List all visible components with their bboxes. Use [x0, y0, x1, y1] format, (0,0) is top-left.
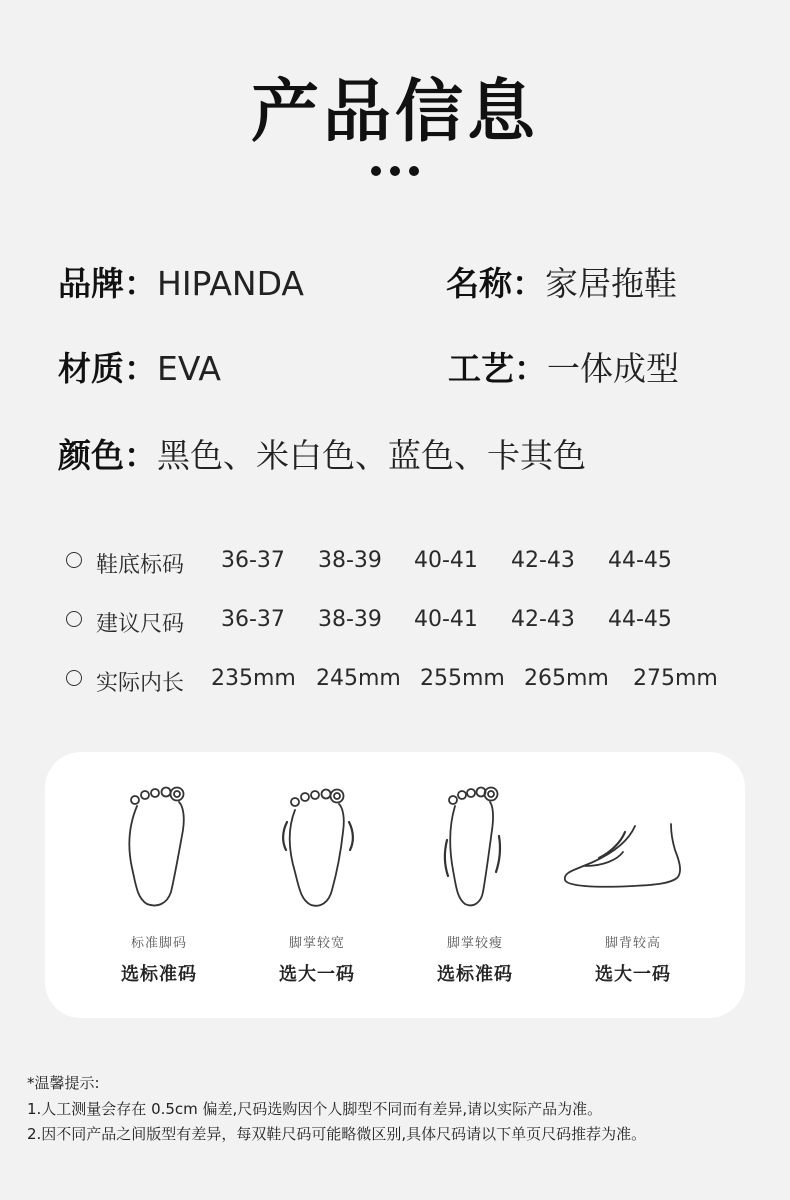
material-label: 材质： — [58, 349, 157, 388]
size-row-label: 鞋底标码 — [96, 553, 185, 578]
color-label: 颜色： — [58, 436, 157, 475]
foot-advice: 选大一码 — [595, 964, 671, 985]
size-cell: 40-41 — [414, 607, 478, 632]
brand-field — [58, 258, 304, 305]
page-title: 产品信息 — [250, 73, 539, 152]
size-cell: 265mm — [524, 666, 609, 691]
size-cell: 38-39 — [318, 548, 382, 573]
foot-guide-item — [395, 752, 555, 1018]
name-field — [446, 258, 677, 305]
color-value: 黑色、米白色、蓝色、卡其色 — [157, 436, 586, 475]
name-value: 家居拖鞋 — [545, 264, 677, 303]
size-row-label: 实际内长 — [96, 671, 185, 696]
size-cell: 245mm — [316, 666, 401, 691]
note-line-2: 2.因不同产品之间版型有差异，每双鞋尺码可能略微区别,具体尺码请以下单页尺码推荐为准。 — [27, 1125, 647, 1143]
size-cell: 235mm — [211, 666, 296, 691]
note-line-1: 1.人工测量会存在 0.5cm 偏差,尺码选购因个人脚型不同而有差异,请以实际产品为准。 — [27, 1100, 603, 1118]
foot-guide-item — [79, 752, 239, 1018]
size-cell: 36-37 — [221, 548, 285, 573]
material-field — [58, 343, 221, 390]
foot-caption: 脚背较高 — [604, 936, 661, 951]
bullet-circle-icon — [66, 552, 82, 568]
size-cell: 42-43 — [511, 548, 575, 573]
foot-caption: 脚掌较宽 — [288, 936, 345, 951]
bullet-circle-icon — [66, 670, 82, 686]
name-label: 名称： — [446, 264, 545, 303]
size-cell: 40-41 — [414, 548, 478, 573]
high-instep-foot-icon — [553, 780, 713, 920]
dot — [371, 166, 381, 176]
info-row-3 — [58, 430, 758, 480]
craft-label: 工艺： — [448, 349, 547, 388]
foot-advice: 选大一码 — [279, 964, 355, 985]
size-cell: 275mm — [633, 666, 718, 691]
foot-caption: 标准脚码 — [130, 936, 187, 951]
craft-value: 一体成型 — [547, 349, 679, 388]
craft-field — [448, 343, 679, 390]
size-cell: 38-39 — [318, 607, 382, 632]
info-row-2 — [58, 343, 758, 393]
size-cell: 44-45 — [608, 607, 672, 632]
wide-foot-icon — [237, 780, 397, 920]
brand-label: 品牌： — [58, 264, 157, 303]
standard-foot-icon — [79, 780, 239, 920]
info-row-1 — [58, 258, 758, 308]
foot-advice: 选标准码 — [437, 964, 513, 985]
size-cell: 44-45 — [608, 548, 672, 573]
size-row-label: 建议尺码 — [96, 612, 185, 637]
foot-guide-item — [237, 752, 397, 1018]
size-cell: 255mm — [420, 666, 505, 691]
size-cell: 36-37 — [221, 607, 285, 632]
foot-advice: 选标准码 — [121, 964, 197, 985]
foot-caption: 脚掌较瘦 — [446, 936, 503, 951]
title-dots — [0, 166, 790, 176]
notes-heading: *温馨提示: — [27, 1074, 100, 1092]
dot — [390, 166, 400, 176]
narrow-foot-icon — [395, 780, 555, 920]
material-value: EVA — [157, 349, 221, 388]
color-field — [58, 430, 586, 477]
size-cell: 42-43 — [511, 607, 575, 632]
foot-guide-item — [553, 752, 713, 1018]
bullet-circle-icon — [66, 611, 82, 627]
brand-value: HIPANDA — [157, 264, 305, 303]
dot — [409, 166, 419, 176]
foot-guide-card — [45, 752, 745, 1018]
